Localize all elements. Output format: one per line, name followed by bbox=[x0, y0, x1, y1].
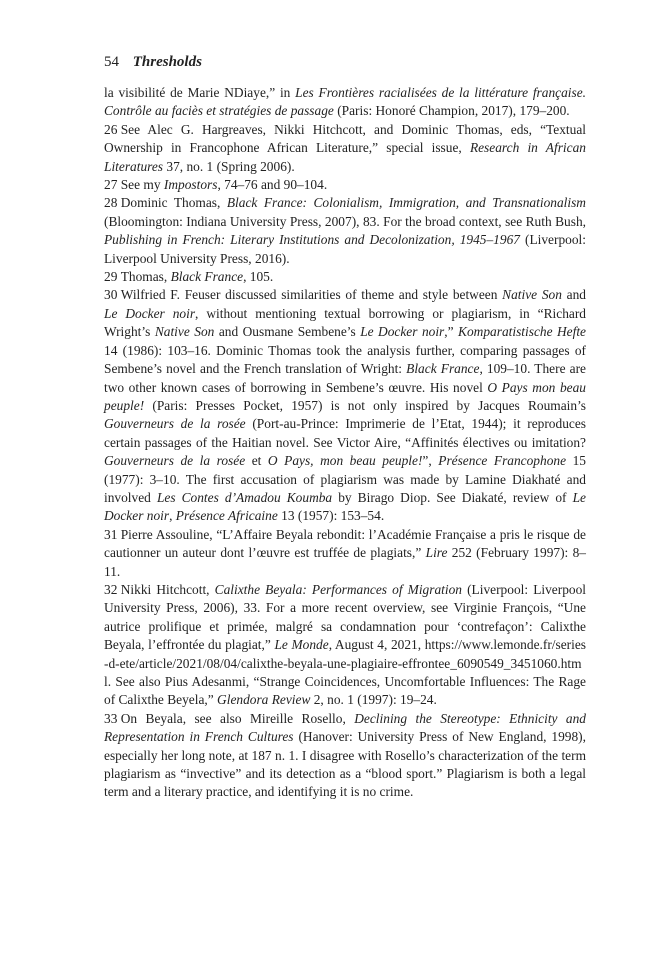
endnote-title-text: Research in African Literatures bbox=[104, 140, 586, 174]
endnote-text: (Hanover: University Press of New England, 1998), especially her long note, at 187 n. 1. I disagree with Rosello’s characterization of the term plagiarism as “invective” and its detection as a “blood sport.” Plagiarism is both a legal term and a literary practice, and identifying it is no crime. bbox=[104, 729, 586, 800]
endnote-number: 26 bbox=[104, 121, 118, 137]
endnote bbox=[104, 84, 586, 121]
endnote-text: , 74–76 and 90–104. bbox=[217, 177, 328, 193]
endnote-text: See my bbox=[120, 177, 164, 193]
endnote-text: ”, bbox=[422, 453, 439, 469]
endnote-text: 37, no. 1 (Spring 2006). bbox=[163, 158, 295, 174]
endnote-text: 15 (1977): 3–10. The first accusation of plagiarism was made by Lamine Diakhaté and involved bbox=[104, 453, 586, 505]
endnote-text: Thomas, bbox=[120, 269, 171, 285]
endnote-title-text: Publishing in French: Literary Institutions and Decolonization, 1945–1967 bbox=[104, 232, 520, 248]
running-title: Thresholds bbox=[132, 54, 202, 70]
endnote-text: (Port-au-Prince: Imprimerie de l’Etat, 1944); it reproduces certain passages of the Haitian novel. See Victor Aire, “Affinités électives ou imitation? bbox=[104, 416, 586, 450]
endnote-title-text: Impostors bbox=[163, 177, 218, 193]
endnote bbox=[104, 121, 586, 176]
endnote-title-text: Présence Africaine bbox=[175, 508, 278, 524]
endnote-text: and Ousmane Sembene’s bbox=[214, 324, 361, 340]
endnote-text: . See also Pius Adesanmi, “Strange Coincidences, Uncomfortable Influences: The Rage of Calixthe Beyela,” bbox=[104, 674, 586, 708]
endnote-text: (Liverpool: Liverpool University Press, 2006), 33. For a more recent overview, see Virginie François, “Une autrice prolifique et primée, malgré sa condamnation pour ‘contrefaçon’: Calixthe Beyala, l’effrontée du plagiat,” bbox=[104, 581, 587, 653]
endnote bbox=[104, 268, 586, 286]
endnote-number: 32 bbox=[104, 581, 118, 597]
endnote-number: 31 bbox=[104, 526, 118, 542]
endnote-text: 13 (1957): 153–54. bbox=[277, 508, 385, 524]
endnote-text: and bbox=[561, 287, 586, 303]
endnote-text: et bbox=[245, 453, 268, 469]
endnote-number: 28 bbox=[104, 195, 118, 211]
endnote-text: On Beyala, see also Mireille Rosello, bbox=[120, 710, 355, 726]
endnote-title-text: Komparatistische Hefte bbox=[458, 324, 587, 340]
endnote-text: , 109–10. There are two other known cases of borrowing in Sembene’s œuvre. His novel bbox=[104, 361, 586, 395]
endnote-title-text: Gouverneurs de la rosée bbox=[104, 416, 246, 432]
endnote-title-text: Les Frontières racialisées de la littérature française. Contrôle au faciès et stratégies de passage bbox=[104, 85, 586, 119]
endnote-text: Pierre Assouline, “L’Affaire Beyala rebondit: l’Académie Française a pris le risque de cautionner un auteur dont l’œuvre est truffée de plagiats,” bbox=[104, 526, 586, 561]
endnote-text: , August 4, 2021, bbox=[328, 637, 425, 653]
endnote-text: Dominic Thomas, bbox=[120, 195, 227, 211]
endnote-title-text: Les Contes d’Amadou Koumba bbox=[156, 489, 333, 505]
endnote-text: (Paris: Honoré Champion, 2017), 179–200. bbox=[333, 103, 570, 119]
endnote bbox=[104, 176, 586, 194]
endnote-text: See Alec G. Hargreaves, Nikki Hitchcott, and Dominic Thomas, eds, “Textual Ownership in Francophone African Literature,” special issue, bbox=[104, 121, 586, 156]
endnote-title-text: Le Docker noir bbox=[104, 305, 196, 321]
endnote-text: , 105. bbox=[243, 269, 274, 285]
endnote-url: https://www.lemonde.fr/series-d-ete/article/2021/08/04/calixthe-beyala-une-plagiaire-effrontee_6090549_3451060.html bbox=[104, 637, 586, 689]
endnote-number: 30 bbox=[104, 287, 118, 303]
endnote-title-text: O Pays mon beau peuple! bbox=[104, 379, 586, 413]
endnote-text: 2, no. 1 (1997): 19–24. bbox=[310, 692, 437, 708]
endnote bbox=[104, 526, 586, 581]
endnotes-list bbox=[104, 84, 586, 802]
endnote-text: (Liverpool: Liverpool University Press, 2016). bbox=[104, 232, 586, 266]
endnote-text: Wilfried F. Feuser discussed similarities of theme and style between bbox=[120, 287, 503, 303]
endnote-title-text: Black France bbox=[406, 361, 480, 377]
endnote-title-text: Le Docker noir bbox=[360, 324, 445, 340]
endnote-title-text: Native Son bbox=[154, 324, 215, 340]
endnote-text: by Birago Diop. See Diakaté, review of bbox=[332, 489, 573, 505]
endnote-text: la visibilité de Marie NDiaye,” in bbox=[104, 85, 296, 100]
endnote-title-text: Declining the Stereotype: Ethnicity and Representation in French Cultures bbox=[104, 710, 587, 745]
endnote-title-text: Présence Francophone bbox=[438, 453, 567, 469]
endnote-title-text: O Pays, mon beau peuple! bbox=[267, 453, 423, 469]
endnote-title-text: Gouverneurs de la rosée bbox=[104, 453, 246, 469]
endnote-title-text: Calixthe Beyala: Performances of Migration bbox=[214, 581, 462, 597]
endnote-title-text: Glendora Review bbox=[217, 692, 311, 708]
endnote-title-text: Black France bbox=[170, 269, 244, 285]
endnote bbox=[104, 581, 586, 710]
endnote-text: , bbox=[169, 508, 176, 524]
endnote-title-text: Black France: Colonialism, Immigration, and Transnationalism bbox=[226, 195, 586, 211]
endnote-number: 27 bbox=[104, 177, 118, 193]
endnote-text: ,” bbox=[444, 324, 459, 340]
endnote-text: (Bloomington: Indiana University Press, 2007), 83. For the broad context, see Ruth Bush, bbox=[104, 213, 586, 229]
page-number: 54 bbox=[104, 54, 119, 70]
endnote bbox=[104, 286, 586, 525]
endnote-text: (Paris: Presses Pocket, 1957) is not only inspired by Jacques Roumain’s bbox=[144, 397, 586, 413]
running-head bbox=[104, 51, 202, 73]
endnote-title-text: Native Son bbox=[502, 287, 562, 303]
endnote bbox=[104, 710, 586, 802]
endnote-title-text: Lire bbox=[425, 545, 448, 561]
endnote-number: 29 bbox=[104, 269, 118, 285]
endnote-text: Nikki Hitchcott, bbox=[120, 581, 215, 597]
endnote-text: 252 (February 1997): 8–11. bbox=[104, 545, 586, 579]
endnote-text: , without mentioning textual borrowing or plagiarism, in “Richard Wright’s bbox=[104, 305, 586, 340]
endnote-title-text: Le Docker noir bbox=[104, 489, 586, 524]
endnote-number: 33 bbox=[104, 710, 118, 726]
endnote-title-text: Le Monde bbox=[274, 637, 329, 653]
endnote-text: 14 (1986): 103–16. Dominic Thomas took the analysis further, comparing passages of Sembene’s novel and the French translation of Wright: bbox=[104, 342, 586, 377]
endnote bbox=[104, 194, 586, 268]
